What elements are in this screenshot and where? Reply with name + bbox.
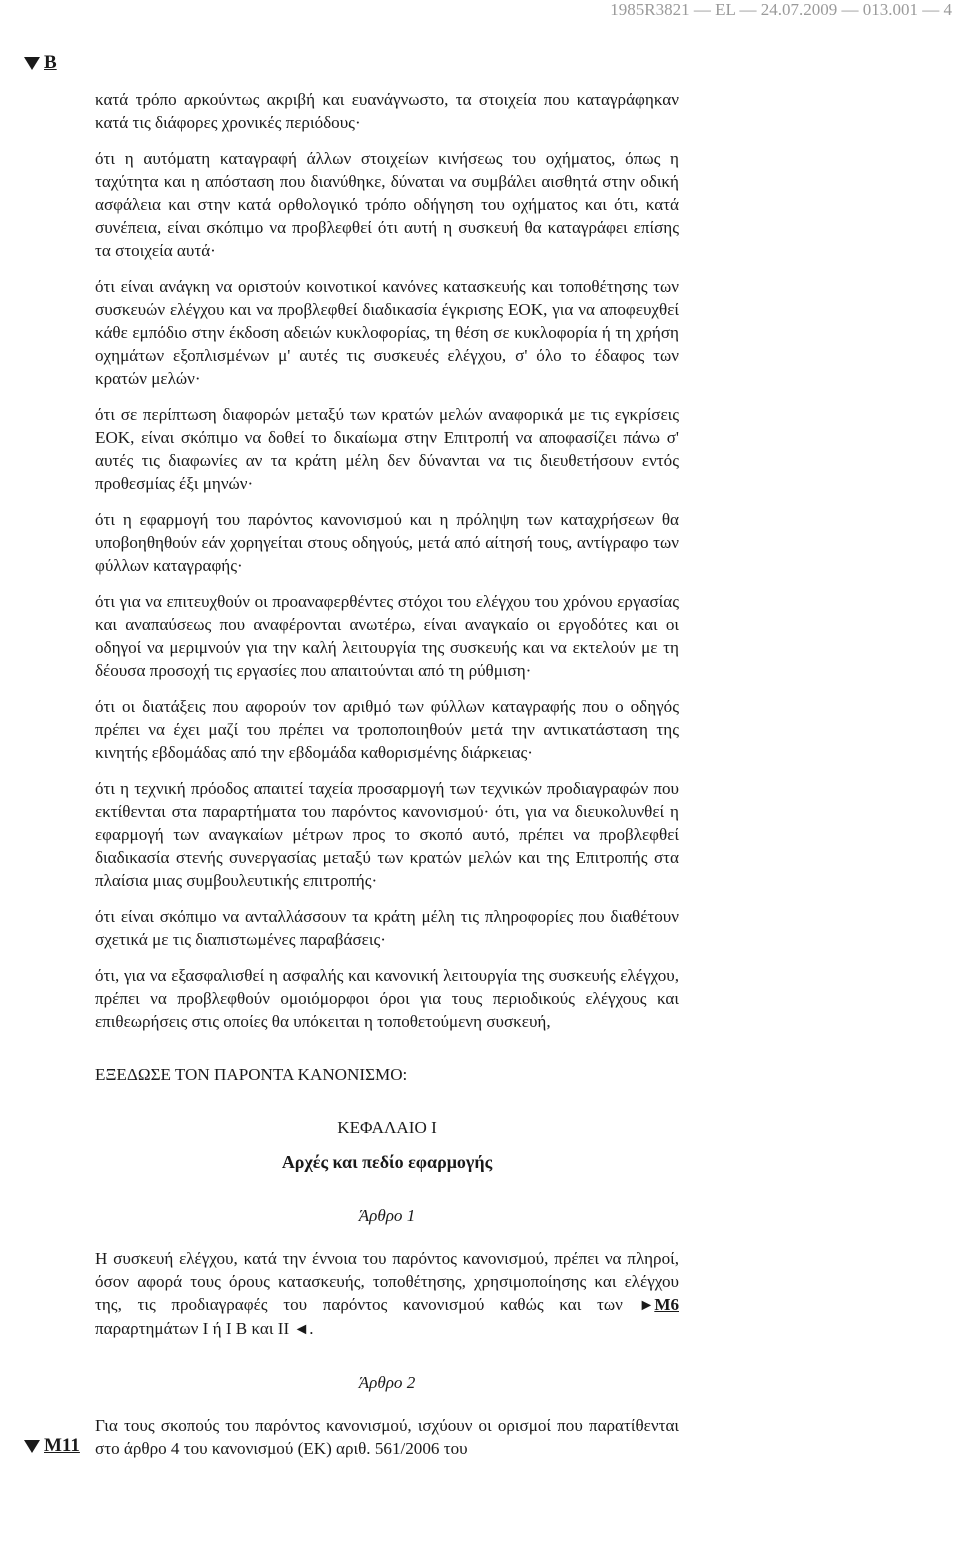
recital-paragraph: ότι οι διατάξεις που αφορούν τον αριθμό των φύλλων καταγραφής που ο οδηγός πρέπει να έχει μαζί του πρέπει να τροποποιηθούν μετά την αντικατάσταση της κινητής εβδομάδας από την εβδομάδα καθορισμένης διάρκειας· xyxy=(95,697,679,762)
amendment-marker-label: M11 xyxy=(44,1435,80,1456)
recital-paragraph: ότι για να επιτευχθούν οι προαναφερθέντες στόχοι του ελέγχου του χρόνου εργασίας και αναπαύσεως που αναφέρονται ανωτέρω, είναι αναγκαίο οι εργοδότες και οι οδηγοί να μεριμνούν για την καλή λειτουργία της συσκευής και να εκτελούν με τη δέουσα προσοχή τις εργασίες που απαιτούνται από τη ρύθμιση· xyxy=(95,592,679,680)
recital-paragraph: ότι η τεχνική πρόοδος απαιτεί ταχεία προσαρμογή των τεχνικών προδιαγραφών που εκτίθενται στα παραρτήματα του παρόντος κανονισμού· ότι, για να διευκολυνθεί η εφαρμογή των αναγκαίων μέτρων προς το σκοπό αυτό, πρέπει να προβλεφθεί διαδικασία στενής συνεργασίας μεταξύ των κρατών μελών και της Επιτροπής στα πλαίσια μιας συμβουλευτικής επιτροπής· xyxy=(95,779,679,890)
recital-paragraph: ότι η αυτόματη καταγραφή άλλων στοιχείων κινήσεως του οχήματος, όπως η ταχύτητα και η απόσταση που διανύθηκε, δύναται να συμβάλει αισθητά στην οδική ασφάλεια και στην κατά ορθολογικό τρόπο οδήγηση του οχήματος και ότι, κατά συνέπεια, είναι σκόπιμο να προβλεφθεί ότι αυτή η συσκευή θα καταγράφει επίσης τα στοιχεία αυτά· xyxy=(95,149,679,260)
chapter-label: ΚΕΦΑΛΑΙΟ I xyxy=(337,1118,437,1137)
amendment-marker-b[interactable] xyxy=(24,52,57,74)
chapter-title: Αρχές και πεδίο εφαρμογής xyxy=(281,1152,493,1172)
article-2-heading: Άρθρο 2 xyxy=(358,1373,416,1392)
recital-paragraph: ότι είναι ανάγκη να οριστούν κοινοτικοί κανόνες κατασκευής και τοποθέτησης των συσκευών ελέγχου και να προβλεφθεί διαδικασία έγκρισης ΕΟΚ, για να αποφευχθεί κάθε εμπόδιο στην έκδοση αδειών κυκλοφορίας, τη θέση σε κυκλοφορία ή τη χρήση οχημάτων εξοπλισμένων μ' αυτές τις συσκευές ελέγχου, σ' όλο το έδαφος των κρατών μελών· xyxy=(95,277,679,388)
sentence-end: . xyxy=(309,1319,314,1338)
annex-reference-text: παραρτημάτων I ή I B και II xyxy=(95,1319,290,1338)
running-header: 1985R3821 — EL — 24.07.2009 — 013.001 — 4 xyxy=(610,0,952,19)
recital-paragraph: ότι, για να εξασφαλισθεί η ασφαλής και κανονική λειτουργία της συσκευής ελέγχου, πρέπει να προβλεφθούν ομοιόμορφοι όροι για τους περιοδικούς ελέγχους και επιθεωρήσεις στις οποίες θα υπόκειται η τοποθετούμενη συσκευή, xyxy=(95,966,679,1031)
amendment-marker-label: B xyxy=(44,52,57,73)
recital-paragraph: κατά τρόπο αρκούντως ακριβή και ευανάγνωστο, τα στοιχεία που καταγράφηκαν κατά τις διάφορες χρονικές περιόδους· xyxy=(95,90,679,132)
reference-start-arrow-icon: ► xyxy=(638,1297,655,1314)
triangle-down-icon xyxy=(24,1440,40,1453)
recital-paragraph: ότι η εφαρμογή του παρόντος κανονισμού και η πρόληψη των καταχρήσεων θα υποβοηθηθούν εάν χορηγείται στους οδηγούς, μετά από αίτησή τους, αντίγραφο των φύλλων καταγραφής· xyxy=(95,510,679,575)
amendment-reference-link[interactable]: M6 xyxy=(654,1295,679,1314)
article-2-text: Για τους σκοπούς του παρόντος κανονισμού, ισχύουν οι ορισμοί που παρατίθενται στο άρθρο 4 του κανονισμού (ΕΚ) αριθ. 561/2006 του xyxy=(95,1416,679,1458)
reference-end-arrow-icon: ◄ xyxy=(293,1321,310,1338)
article-1-text xyxy=(95,1247,679,1341)
triangle-down-icon xyxy=(24,57,40,70)
recital-paragraph: ότι είναι σκόπιμο να ανταλλάσσουν τα κράτη μέλη τις πληροφορίες που διαθέτουν σχετικά με τις διαπιστωμένες παραβάσεις· xyxy=(95,907,679,949)
amendment-marker-m11[interactable] xyxy=(24,1435,80,1457)
document-body xyxy=(95,88,679,1473)
article-1-body: Η συσκευή ελέγχου, κατά την έννοια του παρόντος κανονισμού, πρέπει να πληροί, όσον αφορά τους όρους κατασκευής, τοποθέτησης, χρησιμοποίησης και ελέγχου της, τις προδιαγραφές του παρόντος κανονισμού καθώς και των xyxy=(95,1249,679,1314)
enacting-formula: ΕΞΕΔΩΣΕ ΤΟΝ ΠΑΡΟΝΤΑ ΚΑΝΟΝΙΣΜΟ: xyxy=(95,1065,408,1084)
recital-paragraph: ότι σε περίπτωση διαφορών μεταξύ των κρατών μελών αναφορικά με τις εγκρίσεις ΕΟΚ, είναι σκόπιμο να δοθεί το δικαίωμα στην Επιτροπή να αποφασίζει πάνω σ' αυτές τις διαφωνίες αν τα κράτη μέλη δεν δύνανται να τις διευθετήσουν εντός προθεσμίας έξι μηνών· xyxy=(95,405,679,493)
article-1-heading: Άρθρο 1 xyxy=(358,1206,416,1225)
